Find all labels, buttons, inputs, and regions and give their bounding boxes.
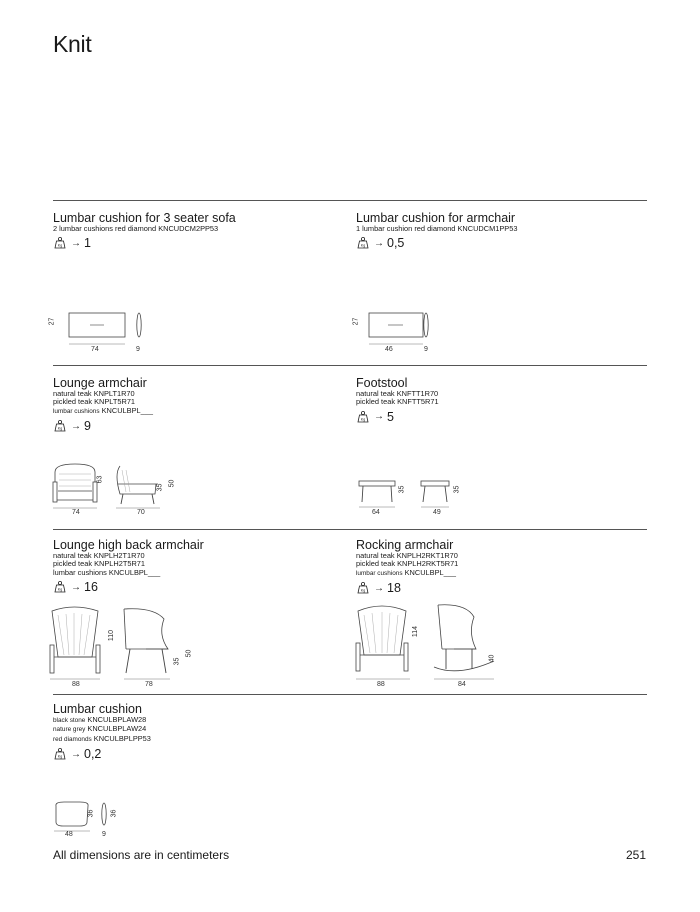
product-title: Lounge armchair: [53, 376, 147, 390]
dim-height: 27: [48, 317, 56, 326]
weight-icon: [356, 411, 370, 423]
weight-icon: [356, 582, 370, 594]
section-divider: [53, 365, 647, 366]
product-block-footstool: [356, 376, 439, 424]
svg-text:Kg: Kg: [360, 244, 366, 249]
weight-icon: [53, 748, 67, 760]
dim-arm-height: 50: [185, 649, 193, 658]
dim-depth: 84: [458, 681, 466, 688]
svg-text:Kg: Kg: [57, 426, 63, 431]
product-title: Lumbar cushion: [53, 702, 142, 716]
svg-text:Kg: Kg: [360, 588, 366, 593]
drawing-footstool: [355, 478, 475, 513]
drawing-high-back-armchair: [50, 605, 210, 685]
product-block-lounge-armchair: [53, 376, 153, 433]
dim-width: 46: [385, 346, 393, 353]
product-codes: [356, 390, 439, 407]
dim-depth: 78: [145, 681, 153, 688]
svg-text:Kg: Kg: [360, 417, 366, 422]
weight-row: Kg → 5: [356, 410, 439, 424]
product-codes: [356, 552, 458, 578]
weight-value: 1: [84, 236, 91, 251]
weight-icon: [53, 581, 67, 593]
code-line: nature grey KNCULBPLAW24: [53, 724, 147, 734]
product-block-lumbar-armchair: [356, 211, 517, 250]
weight-value: 0,5: [387, 236, 405, 251]
product-title: Rocking armchair: [356, 538, 454, 552]
dim-height-side: 35: [453, 485, 461, 494]
weight-row: Kg → 18: [356, 581, 458, 595]
drawing-lumbar-cushion: [50, 800, 130, 840]
product-title: Footstool: [356, 376, 408, 390]
product-block-lumbar-3-seater: [53, 211, 236, 250]
product-title: Lounge high back armchair: [53, 538, 204, 552]
dim-width: 88: [72, 681, 80, 688]
code-line: pickled teak KNFTT5R71: [356, 397, 439, 407]
dim-seat-height: 35: [173, 657, 181, 666]
dim-arm-height: 50: [168, 479, 176, 488]
weight-value: 9: [84, 419, 91, 434]
code-line: pickled teak KNPLH2T5R71: [53, 559, 146, 569]
weight-row: Kg → 1: [53, 236, 236, 250]
product-block-rocking-armchair: [356, 538, 458, 595]
dim-width: 48: [65, 831, 73, 838]
dim-height: 63: [96, 475, 104, 484]
drawing-rocking-armchair: [354, 603, 514, 683]
weight-value: 18: [387, 581, 401, 596]
weight-icon: [53, 420, 67, 432]
code-line: natural teak KNPLH2RKT1R70: [356, 551, 458, 560]
weight-row: Kg → 9: [53, 419, 153, 433]
dim-height: 114: [412, 625, 420, 638]
product-block-high-back-armchair: [53, 538, 204, 594]
cushion-side-view: [137, 313, 141, 337]
code-line: pickled teak KNPLH2RKT5R71: [356, 559, 459, 569]
dim-height-front: 35: [398, 485, 406, 494]
code-line: natural teak KNPLH2T1R70: [53, 551, 145, 560]
dim-height: 27: [352, 317, 360, 326]
dim-seat-height: 40: [488, 654, 496, 663]
product-codes: [356, 225, 517, 233]
svg-text:Kg: Kg: [57, 587, 63, 592]
dim-width: 88: [377, 681, 385, 688]
weight-row: Kg → 16: [53, 580, 204, 594]
weight-row: Kg → 0,2: [53, 747, 151, 761]
weight-value: 5: [387, 409, 394, 424]
weight-icon: [356, 237, 370, 249]
code-line: natural teak KNPLT1R70: [53, 389, 135, 398]
product-title: Lumbar cushion for 3 seater sofa: [53, 211, 236, 225]
code-line: pickled teak KNPLT5R71: [53, 397, 136, 407]
drawing-lumbar-armchair: [355, 308, 445, 358]
code-line: lumbar cushions KNCULBPL___: [53, 567, 161, 577]
weight-value: 16: [84, 580, 98, 595]
code-line: 1 lumbar cushion red diamond KNCUDCM1PP53: [356, 224, 518, 233]
code-line: lumbar cushions KNCULBPL___: [53, 405, 153, 415]
dim-depth: 49: [433, 509, 441, 516]
cushion-side-view: [424, 313, 428, 337]
page-number: 251: [626, 848, 647, 862]
dim-height-side: 36: [110, 809, 118, 818]
dim-depth: 9: [136, 346, 140, 353]
svg-text:Kg: Kg: [57, 754, 63, 759]
dim-depth: 70: [137, 509, 145, 516]
weight-value: 0,2: [84, 747, 102, 762]
dim-depth: 9: [102, 831, 106, 838]
product-codes: [53, 390, 153, 416]
weight-row: Kg → 0,5: [356, 236, 517, 250]
drawing-lumbar-3-seater: [50, 308, 160, 358]
dim-width: 64: [372, 509, 380, 516]
dim-depth: 9: [424, 346, 428, 353]
section-divider: [53, 694, 647, 695]
product-title: Lumbar cushion for armchair: [356, 211, 516, 225]
section-divider: [53, 529, 647, 530]
product-codes: [53, 716, 151, 744]
product-block-lumbar-cushion: [53, 702, 151, 761]
dim-height: 36: [87, 809, 95, 818]
code-line: natural teak KNFTT1R70: [356, 389, 439, 398]
code-line: lumbar cushions KNCULBPL___: [356, 567, 456, 577]
product-codes: [53, 552, 204, 577]
dim-width: 74: [91, 346, 99, 353]
section-divider: [53, 200, 647, 201]
dim-seat-height: 35: [156, 483, 164, 492]
footer-note: All dimensions are in centimeters: [53, 848, 230, 862]
product-codes: [53, 225, 236, 233]
cushion-side-view: [102, 803, 106, 825]
code-line: 2 lumbar cushions red diamond KNCUDCM2PP53: [53, 224, 219, 233]
code-line: red diamonds KNCULBPLPP53: [53, 733, 151, 743]
dim-width: 74: [72, 509, 80, 516]
page-title: Knit: [53, 31, 92, 57]
code-line: black stone KNCULBPLAW28: [53, 715, 147, 724]
cushion-front-view: [56, 802, 88, 826]
dim-height: 110: [108, 629, 116, 642]
svg-text:Kg: Kg: [57, 244, 63, 249]
weight-icon: [53, 237, 67, 249]
